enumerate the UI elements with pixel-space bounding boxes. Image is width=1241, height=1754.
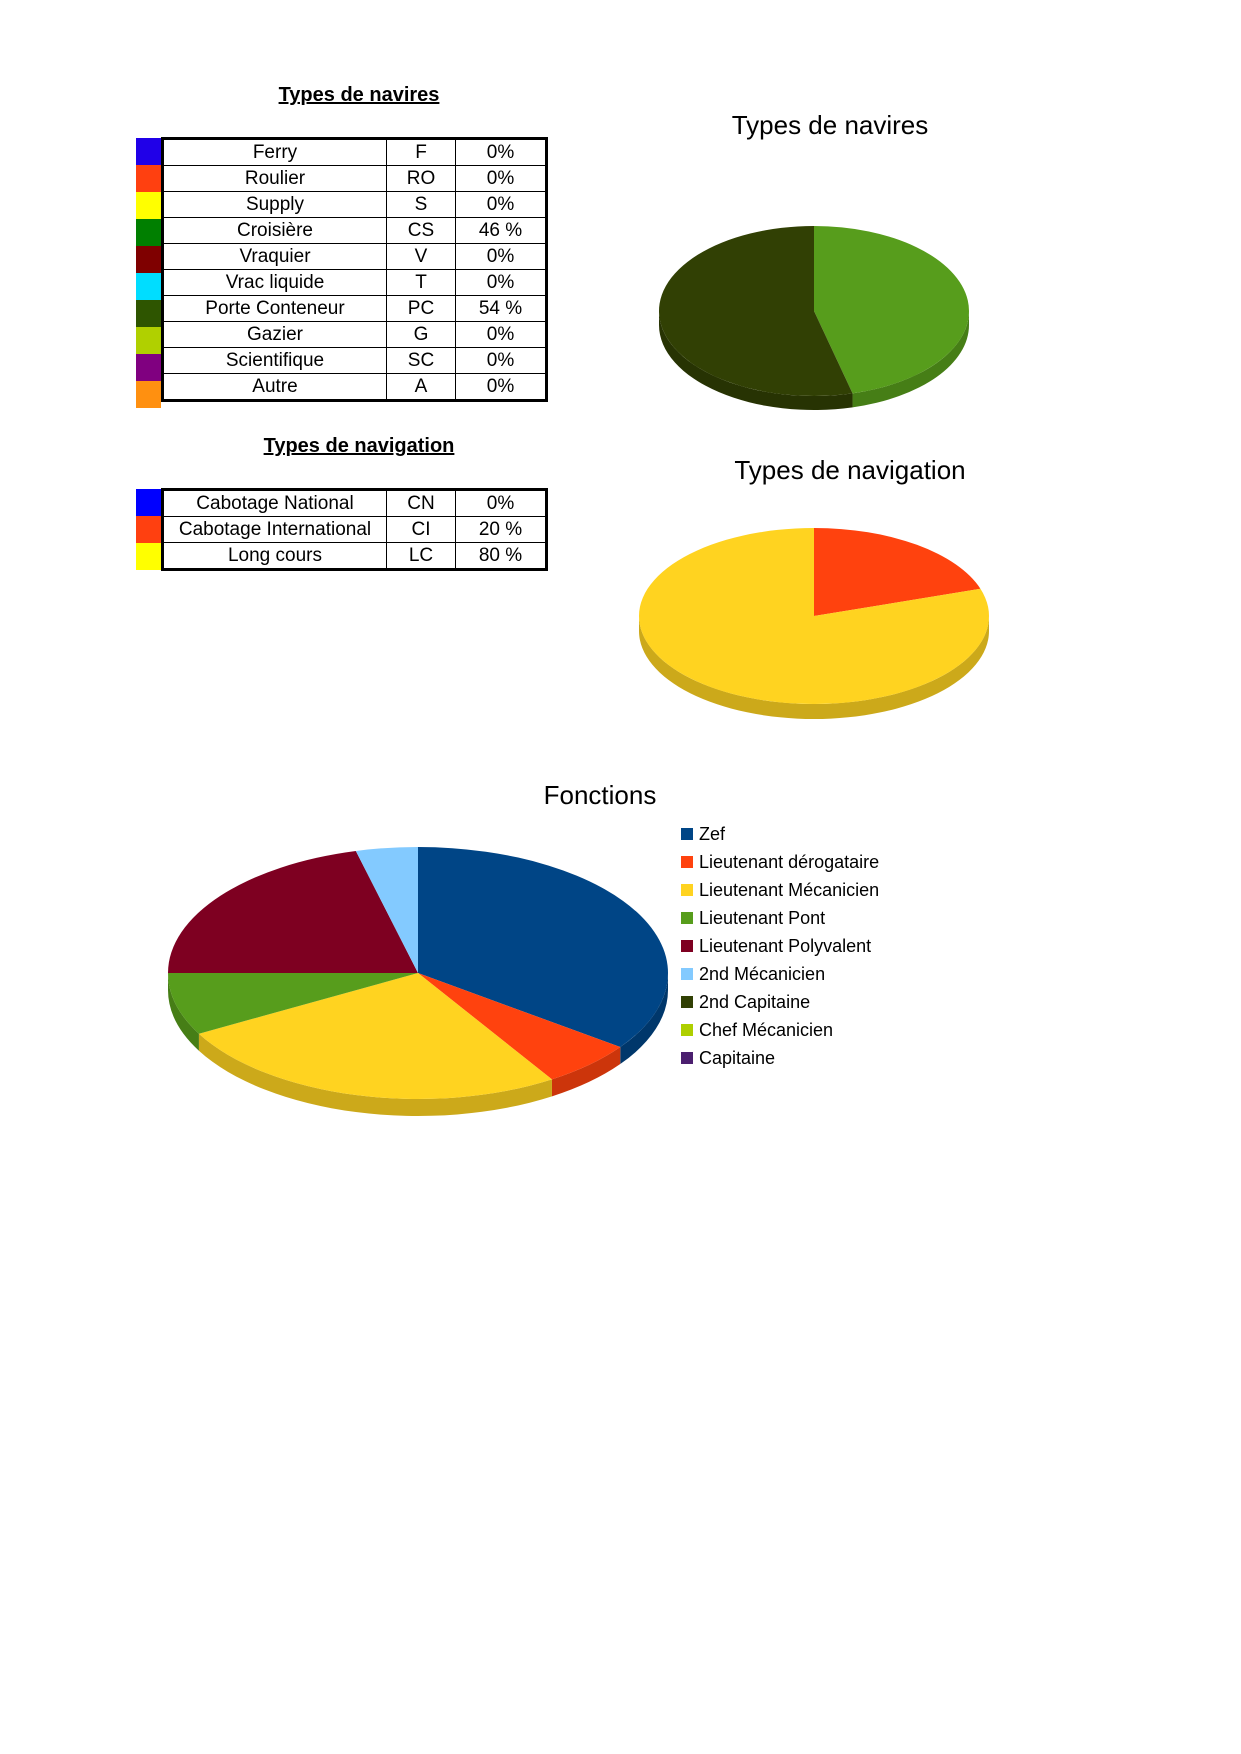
legend-swatch (681, 912, 693, 924)
type-code: CN (387, 490, 456, 517)
type-name: Long cours (163, 543, 387, 570)
type-name: Roulier (163, 166, 387, 192)
legend-item (681, 876, 879, 904)
type-code: CS (387, 218, 456, 244)
type-percent: 0% (456, 270, 547, 296)
legend-swatch (681, 996, 693, 1008)
legend-swatch (681, 940, 693, 952)
type-percent: 0% (456, 374, 547, 401)
type-percent: 20 % (456, 517, 547, 543)
legend-swatch (681, 828, 693, 840)
legend-item (681, 820, 879, 848)
type-name: Supply (163, 192, 387, 218)
fonctions-legend (681, 820, 879, 1072)
fonctions-chart-title: Fonctions (543, 780, 657, 810)
type-name: Croisière (163, 218, 387, 244)
type-name: Gazier (163, 322, 387, 348)
navires-chart-title: Types de navires (731, 110, 929, 140)
legend-item (681, 960, 879, 988)
type-code: G (387, 322, 456, 348)
legend-label: 2nd Mécanicien (699, 963, 826, 984)
type-name: Cabotage International (163, 517, 387, 543)
legend-item (681, 988, 879, 1016)
legend-swatch (681, 884, 693, 896)
type-code: V (387, 244, 456, 270)
legend-item (681, 1016, 879, 1044)
type-code: T (387, 270, 456, 296)
type-name: Vraquier (163, 244, 387, 270)
type-percent: 0% (456, 348, 547, 374)
type-percent: 0% (456, 166, 547, 192)
type-percent: 46 % (456, 218, 547, 244)
type-name: Porte Conteneur (163, 296, 387, 322)
legend-label: Zef (699, 823, 726, 844)
legend-label: Lieutenant Pont (699, 907, 826, 928)
type-code: F (387, 139, 456, 166)
type-name: Scientifique (163, 348, 387, 374)
legend-label: Chef Mécanicien (699, 1019, 834, 1040)
legend-label: Capitaine (699, 1047, 776, 1068)
legend-item (681, 1044, 879, 1072)
type-percent: 0% (456, 192, 547, 218)
legend-swatch (681, 1052, 693, 1064)
navigation-table-title: Types de navigation (263, 435, 455, 457)
type-percent: 80 % (456, 543, 547, 570)
legend-item (681, 932, 879, 960)
navigation-chart-title: Types de navigation (734, 455, 966, 485)
type-percent: 0% (456, 244, 547, 270)
type-name: Autre (163, 374, 387, 401)
type-code: SC (387, 348, 456, 374)
type-code: A (387, 374, 456, 401)
navires-table-title: Types de navires (278, 84, 440, 106)
type-percent: 54 % (456, 296, 547, 322)
legend-swatch (681, 856, 693, 868)
type-code: S (387, 192, 456, 218)
legend-label: Lieutenant dérogataire (699, 851, 880, 872)
type-name: Ferry (163, 139, 387, 166)
legend-label: Lieutenant Polyvalent (699, 935, 872, 956)
type-percent: 0% (456, 490, 547, 517)
type-code: CI (387, 517, 456, 543)
type-percent: 0% (456, 139, 547, 166)
type-percent: 0% (456, 322, 547, 348)
legend-swatch (681, 968, 693, 980)
type-code: RO (387, 166, 456, 192)
legend-item (681, 848, 879, 876)
type-name: Vrac liquide (163, 270, 387, 296)
type-code: LC (387, 543, 456, 570)
legend-swatch (681, 1024, 693, 1036)
legend-label: 2nd Capitaine (699, 991, 811, 1012)
legend-item (681, 904, 879, 932)
type-name: Cabotage National (163, 490, 387, 517)
legend-label: Lieutenant Mécanicien (699, 879, 880, 900)
type-code: PC (387, 296, 456, 322)
